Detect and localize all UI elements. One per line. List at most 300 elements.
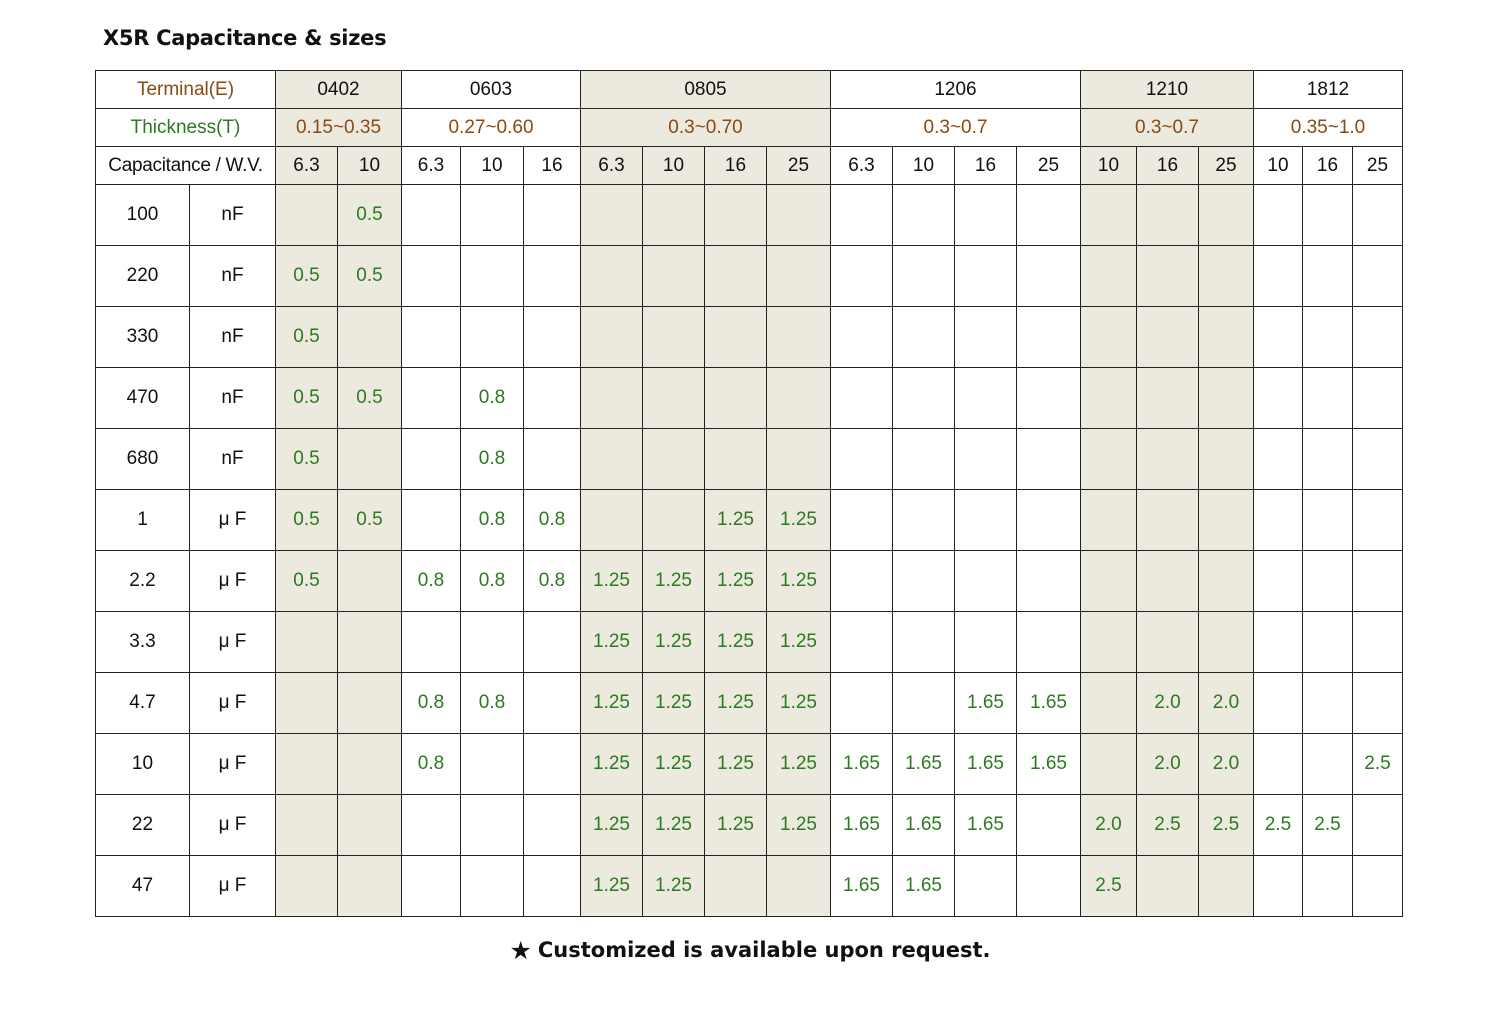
thickness-cell: 1.25: [767, 734, 831, 795]
footnote: [0, 934, 1500, 963]
thickness-cell: [831, 429, 893, 490]
thickness-cell: 0.8: [402, 551, 461, 612]
table-row: [96, 612, 1403, 673]
thickness-cell: 0.5: [338, 246, 402, 307]
thickness-cell: [1017, 490, 1081, 551]
thickness-cell: [1081, 368, 1137, 429]
thickness-cell: [402, 795, 461, 856]
capacitance-unit: nF: [190, 368, 276, 429]
thickness-1210: 0.3~0.7: [1081, 109, 1254, 147]
thickness-cell: [1137, 551, 1199, 612]
thickness-cell: [1081, 734, 1137, 795]
thickness-cell: [1353, 185, 1403, 246]
capacitance-unit: μ F: [190, 734, 276, 795]
page-title: X5R Capacitance & sizes: [103, 26, 387, 50]
thickness-cell: [955, 490, 1017, 551]
thickness-cell: [705, 429, 767, 490]
table-row: [96, 673, 1403, 734]
thickness-cell: [1303, 368, 1353, 429]
thickness-cell: [1199, 856, 1254, 917]
table-row: [96, 734, 1403, 795]
capacitance-value: 330: [96, 307, 190, 368]
thickness-cell: 1.25: [705, 551, 767, 612]
capacitance-table: [95, 70, 1403, 917]
thickness-cell: 1.65: [955, 673, 1017, 734]
thickness-cell: [581, 368, 643, 429]
thickness-cell: [893, 612, 955, 673]
thickness-cell: [461, 612, 524, 673]
thickness-cell: [1081, 185, 1137, 246]
thickness-cell: [1303, 673, 1353, 734]
thickness-cell: [276, 673, 338, 734]
thickness-cell: [524, 185, 581, 246]
capacitance-value: 100: [96, 185, 190, 246]
thickness-cell: [402, 612, 461, 673]
thickness-cell: [1199, 490, 1254, 551]
footnote-text: Customized is available upon request.: [537, 938, 991, 962]
thickness-cell: [461, 795, 524, 856]
thickness-cell: [705, 246, 767, 307]
thickness-cell: 0.5: [276, 246, 338, 307]
thickness-cell: [1081, 307, 1137, 368]
thickness-cell: [402, 429, 461, 490]
size-code-1206: 1206: [831, 71, 1081, 109]
thickness-cell: 0.5: [338, 368, 402, 429]
thickness-cell: [524, 856, 581, 917]
thickness-cell: 0.5: [276, 551, 338, 612]
table-row: [96, 368, 1403, 429]
thickness-cell: [705, 368, 767, 429]
thickness-cell: [1303, 246, 1353, 307]
thickness-cell: 1.25: [767, 795, 831, 856]
thickness-cell: 1.25: [705, 795, 767, 856]
thickness-cell: 2.5: [1254, 795, 1303, 856]
thickness-1206: 0.3~0.7: [831, 109, 1081, 147]
capacitance-unit: nF: [190, 429, 276, 490]
table-row: [96, 795, 1403, 856]
terminal-label: Terminal(E): [96, 71, 276, 109]
thickness-cell: [1199, 246, 1254, 307]
thickness-cell: [1199, 429, 1254, 490]
voltage-header: 6.3: [831, 147, 893, 185]
capacitance-value: 2.2: [96, 551, 190, 612]
thickness-cell: [338, 612, 402, 673]
thickness-cell: [1017, 856, 1081, 917]
thickness-cell: 0.8: [402, 734, 461, 795]
capacitance-wv-label: Capacitance / W.V.: [96, 147, 276, 185]
thickness-cell: [1137, 490, 1199, 551]
thickness-cell: [955, 551, 1017, 612]
thickness-cell: [1353, 673, 1403, 734]
thickness-cell: [461, 307, 524, 368]
voltage-header: 16: [705, 147, 767, 185]
thickness-cell: [1303, 551, 1353, 612]
thickness-cell: 0.8: [461, 368, 524, 429]
capacitance-value: 10: [96, 734, 190, 795]
capacitance-unit: nF: [190, 307, 276, 368]
thickness-cell: 1.65: [831, 856, 893, 917]
thickness-cell: [1254, 368, 1303, 429]
thickness-cell: [1137, 246, 1199, 307]
voltage-header: 10: [1081, 147, 1137, 185]
thickness-cell: [955, 246, 1017, 307]
thickness-cell: [1353, 490, 1403, 551]
capacitance-unit: nF: [190, 185, 276, 246]
thickness-cell: 0.5: [338, 185, 402, 246]
thickness-cell: [767, 307, 831, 368]
thickness-cell: [1254, 734, 1303, 795]
thickness-cell: [955, 185, 1017, 246]
thickness-cell: 1.65: [955, 734, 1017, 795]
thickness-cell: [402, 246, 461, 307]
thickness-cell: [1017, 246, 1081, 307]
thickness-cell: 1.65: [893, 734, 955, 795]
capacitance-unit: μ F: [190, 795, 276, 856]
capacitance-unit: μ F: [190, 612, 276, 673]
thickness-cell: 1.65: [831, 795, 893, 856]
thickness-cell: [767, 429, 831, 490]
thickness-cell: 1.25: [767, 490, 831, 551]
thickness-cell: [1353, 856, 1403, 917]
voltage-header: 16: [955, 147, 1017, 185]
thickness-cell: [1081, 490, 1137, 551]
thickness-cell: 1.25: [767, 551, 831, 612]
capacitance-unit: μ F: [190, 856, 276, 917]
thickness-cell: 1.25: [581, 673, 643, 734]
thickness-cell: [524, 429, 581, 490]
thickness-cell: [524, 307, 581, 368]
thickness-cell: [1017, 612, 1081, 673]
thickness-cell: [893, 185, 955, 246]
thickness-cell: 1.25: [705, 612, 767, 673]
thickness-cell: 1.25: [581, 551, 643, 612]
thickness-cell: 1.25: [581, 612, 643, 673]
thickness-row: [96, 109, 1403, 147]
thickness-cell: 0.5: [276, 307, 338, 368]
thickness-cell: [767, 185, 831, 246]
thickness-cell: [1353, 795, 1403, 856]
thickness-cell: 0.8: [524, 490, 581, 551]
thickness-cell: [831, 551, 893, 612]
thickness-cell: [1353, 246, 1403, 307]
thickness-cell: [955, 429, 1017, 490]
thickness-cell: [1353, 551, 1403, 612]
thickness-cell: 1.65: [831, 734, 893, 795]
thickness-cell: [1081, 673, 1137, 734]
thickness-cell: [1017, 368, 1081, 429]
capacitance-value: 22: [96, 795, 190, 856]
thickness-0603: 0.27~0.60: [402, 109, 581, 147]
thickness-cell: [767, 368, 831, 429]
thickness-cell: [276, 795, 338, 856]
thickness-cell: [1081, 612, 1137, 673]
thickness-cell: [1254, 246, 1303, 307]
voltage-header: 10: [643, 147, 705, 185]
thickness-cell: [581, 185, 643, 246]
thickness-cell: [893, 307, 955, 368]
capacitance-unit: μ F: [190, 551, 276, 612]
thickness-cell: [338, 429, 402, 490]
thickness-cell: 1.25: [581, 856, 643, 917]
thickness-cell: [524, 246, 581, 307]
thickness-cell: [643, 307, 705, 368]
thickness-cell: 0.8: [461, 673, 524, 734]
thickness-cell: [767, 856, 831, 917]
thickness-cell: [581, 429, 643, 490]
thickness-1812: 0.35~1.0: [1254, 109, 1403, 147]
thickness-cell: 0.5: [276, 490, 338, 551]
thickness-cell: [461, 185, 524, 246]
voltage-header: 6.3: [276, 147, 338, 185]
thickness-cell: [338, 673, 402, 734]
thickness-cell: [1254, 856, 1303, 917]
voltage-header: 10: [338, 147, 402, 185]
thickness-cell: [1137, 185, 1199, 246]
voltage-header: 10: [893, 147, 955, 185]
thickness-cell: [402, 185, 461, 246]
thickness-cell: [893, 490, 955, 551]
thickness-cell: 2.5: [1303, 795, 1353, 856]
thickness-cell: [1137, 368, 1199, 429]
thickness-cell: 1.25: [767, 673, 831, 734]
capacitance-value: 47: [96, 856, 190, 917]
capacitance-value: 680: [96, 429, 190, 490]
thickness-cell: [276, 185, 338, 246]
thickness-cell: 2.0: [1137, 734, 1199, 795]
thickness-cell: [893, 551, 955, 612]
thickness-cell: [338, 551, 402, 612]
thickness-cell: [955, 612, 1017, 673]
capacitance-value: 3.3: [96, 612, 190, 673]
thickness-cell: [276, 612, 338, 673]
thickness-cell: [581, 490, 643, 551]
thickness-cell: [893, 673, 955, 734]
thickness-cell: [581, 246, 643, 307]
thickness-cell: [831, 246, 893, 307]
thickness-cell: 2.0: [1199, 734, 1254, 795]
thickness-cell: [338, 856, 402, 917]
voltage-header: 6.3: [581, 147, 643, 185]
table-row: [96, 246, 1403, 307]
capacitance-value: 220: [96, 246, 190, 307]
thickness-cell: 2.0: [1081, 795, 1137, 856]
voltage-header: 16: [524, 147, 581, 185]
thickness-cell: [831, 185, 893, 246]
size-code-1812: 1812: [1254, 71, 1403, 109]
thickness-cell: [955, 368, 1017, 429]
thickness-cell: [581, 307, 643, 368]
thickness-cell: [338, 795, 402, 856]
thickness-cell: [402, 856, 461, 917]
thickness-cell: 2.5: [1081, 856, 1137, 917]
voltage-header: 16: [1303, 147, 1353, 185]
thickness-cell: [402, 368, 461, 429]
size-code-row: [96, 71, 1403, 109]
thickness-cell: [1199, 551, 1254, 612]
thickness-cell: [524, 734, 581, 795]
thickness-cell: [643, 246, 705, 307]
thickness-cell: 1.25: [643, 795, 705, 856]
black-star-icon: ★: [509, 936, 532, 965]
thickness-cell: [338, 734, 402, 795]
thickness-cell: [1017, 551, 1081, 612]
table-row: [96, 490, 1403, 551]
table-row: [96, 856, 1403, 917]
voltage-header: 10: [1254, 147, 1303, 185]
thickness-cell: [705, 307, 767, 368]
thickness-0805: 0.3~0.70: [581, 109, 831, 147]
thickness-cell: 1.25: [643, 612, 705, 673]
thickness-cell: [705, 185, 767, 246]
thickness-cell: 1.25: [643, 734, 705, 795]
thickness-cell: 1.65: [955, 795, 1017, 856]
thickness-cell: 1.25: [767, 612, 831, 673]
thickness-cell: [524, 795, 581, 856]
thickness-cell: [1137, 856, 1199, 917]
thickness-cell: [402, 307, 461, 368]
capacitance-unit: μ F: [190, 490, 276, 551]
thickness-cell: [1303, 185, 1353, 246]
thickness-cell: [1137, 429, 1199, 490]
thickness-cell: [831, 612, 893, 673]
thickness-cell: [767, 246, 831, 307]
thickness-cell: [705, 856, 767, 917]
thickness-cell: 1.25: [581, 795, 643, 856]
voltage-header: 16: [1137, 147, 1199, 185]
thickness-cell: [524, 673, 581, 734]
capacitance-unit: nF: [190, 246, 276, 307]
thickness-cell: [1199, 368, 1254, 429]
thickness-cell: [831, 307, 893, 368]
thickness-cell: [1081, 429, 1137, 490]
voltage-header: 6.3: [402, 147, 461, 185]
thickness-cell: 1.25: [705, 673, 767, 734]
thickness-cell: [1199, 307, 1254, 368]
thickness-cell: [524, 612, 581, 673]
thickness-cell: [1303, 490, 1353, 551]
thickness-cell: [1254, 490, 1303, 551]
thickness-cell: 1.25: [643, 551, 705, 612]
thickness-cell: [831, 368, 893, 429]
thickness-cell: [893, 429, 955, 490]
table-row: [96, 307, 1403, 368]
thickness-cell: [461, 246, 524, 307]
thickness-cell: 0.5: [338, 490, 402, 551]
thickness-cell: [338, 307, 402, 368]
thickness-cell: 1.65: [893, 856, 955, 917]
capacitance-value: 1: [96, 490, 190, 551]
thickness-cell: 1.25: [643, 856, 705, 917]
thickness-cell: 0.8: [461, 490, 524, 551]
thickness-cell: [1353, 612, 1403, 673]
thickness-cell: 0.8: [461, 429, 524, 490]
thickness-cell: [1017, 307, 1081, 368]
voltage-header: 10: [461, 147, 524, 185]
thickness-cell: [1254, 551, 1303, 612]
voltage-header: 25: [1017, 147, 1081, 185]
thickness-cell: 0.5: [276, 429, 338, 490]
thickness-cell: 0.8: [524, 551, 581, 612]
thickness-cell: [1303, 856, 1353, 917]
thickness-cell: 2.5: [1353, 734, 1403, 795]
thickness-cell: [643, 368, 705, 429]
thickness-cell: 1.25: [705, 734, 767, 795]
thickness-cell: [1017, 185, 1081, 246]
voltage-row: [96, 147, 1403, 185]
thickness-cell: [1254, 612, 1303, 673]
thickness-cell: 1.65: [1017, 734, 1081, 795]
table-row: [96, 551, 1403, 612]
thickness-cell: [1303, 734, 1353, 795]
thickness-cell: 0.8: [402, 673, 461, 734]
thickness-cell: [1137, 612, 1199, 673]
thickness-cell: 0.5: [276, 368, 338, 429]
thickness-cell: [955, 307, 1017, 368]
thickness-cell: 2.0: [1137, 673, 1199, 734]
capacitance-value: 4.7: [96, 673, 190, 734]
thickness-cell: 0.8: [461, 551, 524, 612]
thickness-cell: [1254, 307, 1303, 368]
thickness-cell: [1303, 307, 1353, 368]
thickness-cell: [1353, 368, 1403, 429]
thickness-cell: [831, 673, 893, 734]
thickness-cell: 1.25: [643, 673, 705, 734]
thickness-cell: [524, 368, 581, 429]
thickness-cell: [1254, 185, 1303, 246]
thickness-cell: 1.25: [705, 490, 767, 551]
thickness-cell: [1254, 673, 1303, 734]
thickness-cell: 2.0: [1199, 673, 1254, 734]
thickness-cell: [893, 368, 955, 429]
size-code-0805: 0805: [581, 71, 831, 109]
thickness-cell: [1254, 429, 1303, 490]
thickness-cell: [461, 856, 524, 917]
capacitance-unit: μ F: [190, 673, 276, 734]
thickness-cell: [643, 490, 705, 551]
thickness-cell: [831, 490, 893, 551]
thickness-cell: 2.5: [1137, 795, 1199, 856]
thickness-cell: [1353, 429, 1403, 490]
thickness-label: Thickness(T): [96, 109, 276, 147]
thickness-cell: [1081, 551, 1137, 612]
size-code-1210: 1210: [1081, 71, 1254, 109]
capacitance-value: 470: [96, 368, 190, 429]
thickness-cell: 1.25: [581, 734, 643, 795]
voltage-header: 25: [1353, 147, 1403, 185]
thickness-cell: [643, 429, 705, 490]
thickness-cell: [1303, 429, 1353, 490]
thickness-cell: [276, 856, 338, 917]
thickness-cell: [1199, 612, 1254, 673]
thickness-cell: [402, 490, 461, 551]
table-row: [96, 429, 1403, 490]
thickness-cell: [1081, 246, 1137, 307]
thickness-cell: [893, 246, 955, 307]
voltage-header: 25: [767, 147, 831, 185]
thickness-cell: [1017, 795, 1081, 856]
thickness-cell: 2.5: [1199, 795, 1254, 856]
table-row: [96, 185, 1403, 246]
thickness-cell: [955, 856, 1017, 917]
thickness-cell: [643, 185, 705, 246]
thickness-cell: [1353, 307, 1403, 368]
thickness-cell: [1199, 185, 1254, 246]
thickness-cell: [461, 734, 524, 795]
thickness-0402: 0.15~0.35: [276, 109, 402, 147]
thickness-cell: 1.65: [1017, 673, 1081, 734]
thickness-cell: [1137, 307, 1199, 368]
thickness-cell: [1017, 429, 1081, 490]
